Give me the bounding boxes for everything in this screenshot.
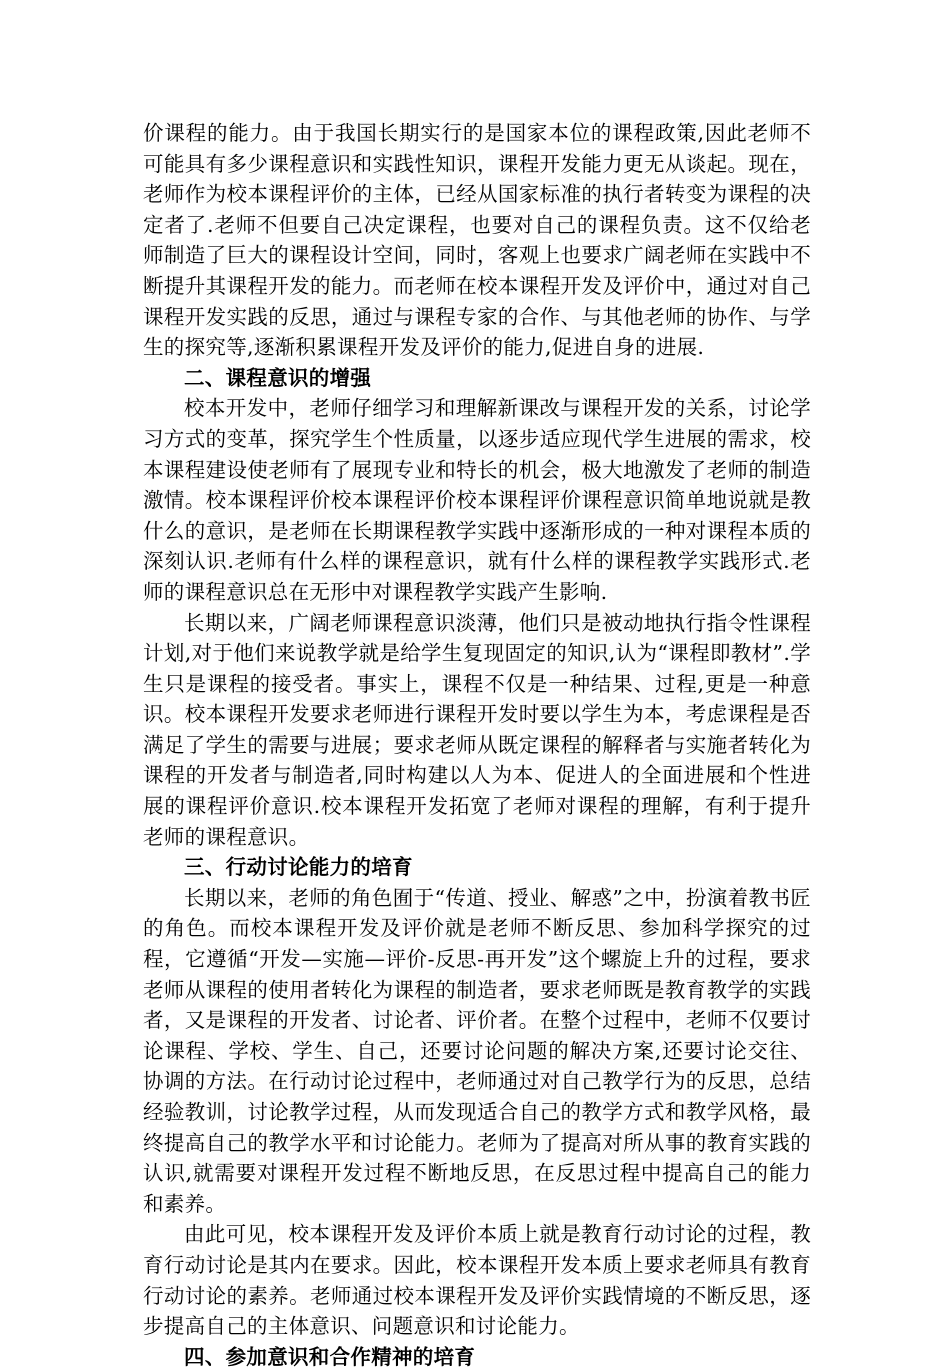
- paragraph-school-development: 校本开发中，老师仔细学习和理解新课改与课程开发的关系，讨论学习方式的变革，探究学生个性质量，以逐步适应现代学生进展的需求，校本课程建设使老师有了展现专业和特长的机会，极大地激发了老师的制造激情。校本课程评价校本课程评价校本课程评价课程意识简单地说就是教什么的意识，是老师在长期课程教学实践中逐渐形成的一种对课程本质的深刻认识.老师有什么样的课程意识，就有什么样的课程教学实践形式.老师的课程意识总在无形中对课程教学实践产生影响.: [143, 396, 811, 604]
- paragraph-teacher-role: 长期以来，老师的角色囿于“传道、授业、解惑”之中，扮演着教书匠的角色。而校本课程开发及评价就是老师不断反思、参加科学探究的过程，它遵循“开发—实施—评价-反思-再开发”这个螺旋上升的过程，要求老师从课程的使用者转化为课程的制造者，要求老师既是教育教学的实践者，又是课程的开发者、讨论者、评价者。在整个过程中，老师不仅要讨论课程、学校、学生、自己，还要讨论问题的解决方案,还要讨论交往、协调的方法。在行动讨论过程中，老师通过对自己教学行为的反思，总结经验教训，讨论教学过程，从而发现适合自己的教学方式和教学风格，最终提高自己的教学水平和讨论能力。老师为了提高对所从事的教育实践的认识,就需要对课程开发过程不断地反思，在反思过程中提高自己的能力和素养。: [143, 885, 811, 1216]
- heading-participation-cooperation: 四、参加意识和合作精神的培育: [184, 1344, 476, 1369]
- document-body: [143, 118, 811, 1372]
- heading-action-research: 三、行动讨论能力的培育: [184, 855, 413, 880]
- paragraph-conclusion: 由此可见，校本课程开发及评价本质上就是教育行动讨论的过程，教育行动讨论是其内在要求。因此，校本课程开发本质上要求老师具有教育行动讨论的素养。老师通过校本课程开发及评价实践情境的不断反思，逐步提高自己的主体意识、问题意识和讨论能力。: [143, 1222, 811, 1339]
- paragraph-long-term-awareness: 长期以来，广阔老师课程意识淡薄，他们只是被动地执行指令性课程计划,对于他们来说教学就是给学生复现固定的知识,认为“课程即教材”.学生只是课程的接受者。事实上，课程不仅是一种结果、过程,更是一种意识。校本课程开发要求老师进行课程开发时要以学生为本，考虑课程是否满足了学生的需要与进展；要求老师从既定课程的解释者与实施者转化为课程的开发者与制造者,同时构建以人为本、促进人的全面进展和个性进展的课程评价意识.校本课程开发拓宽了老师对课程的理解，有利于提升老师的课程意识。: [143, 610, 811, 849]
- heading-curriculum-awareness: 二、课程意识的增强: [184, 365, 372, 390]
- paragraph-teacher-ability: 价课程的能力。由于我国长期实行的是国家本位的课程政策,因此老师不可能具有多少课程意识和实践性知识，课程开发能力更无从谈起。现在，老师作为校本课程评价的主体，已经从国家标准的执行者转变为课程的决定者了.老师不但要自己决定课程，也要对自己的课程负责。这不仅给老师制造了巨大的课程设计空间，同时，客观上也要求广阔老师在实践中不断提升其课程开发的能力。而老师在校本课程开发及评价中，通过对自己课程开发实践的反思，通过与课程专家的合作、与其他老师的协作、与学生的探究等,逐渐积累课程开发及评价的能力,促进自身的进展.: [143, 121, 811, 360]
